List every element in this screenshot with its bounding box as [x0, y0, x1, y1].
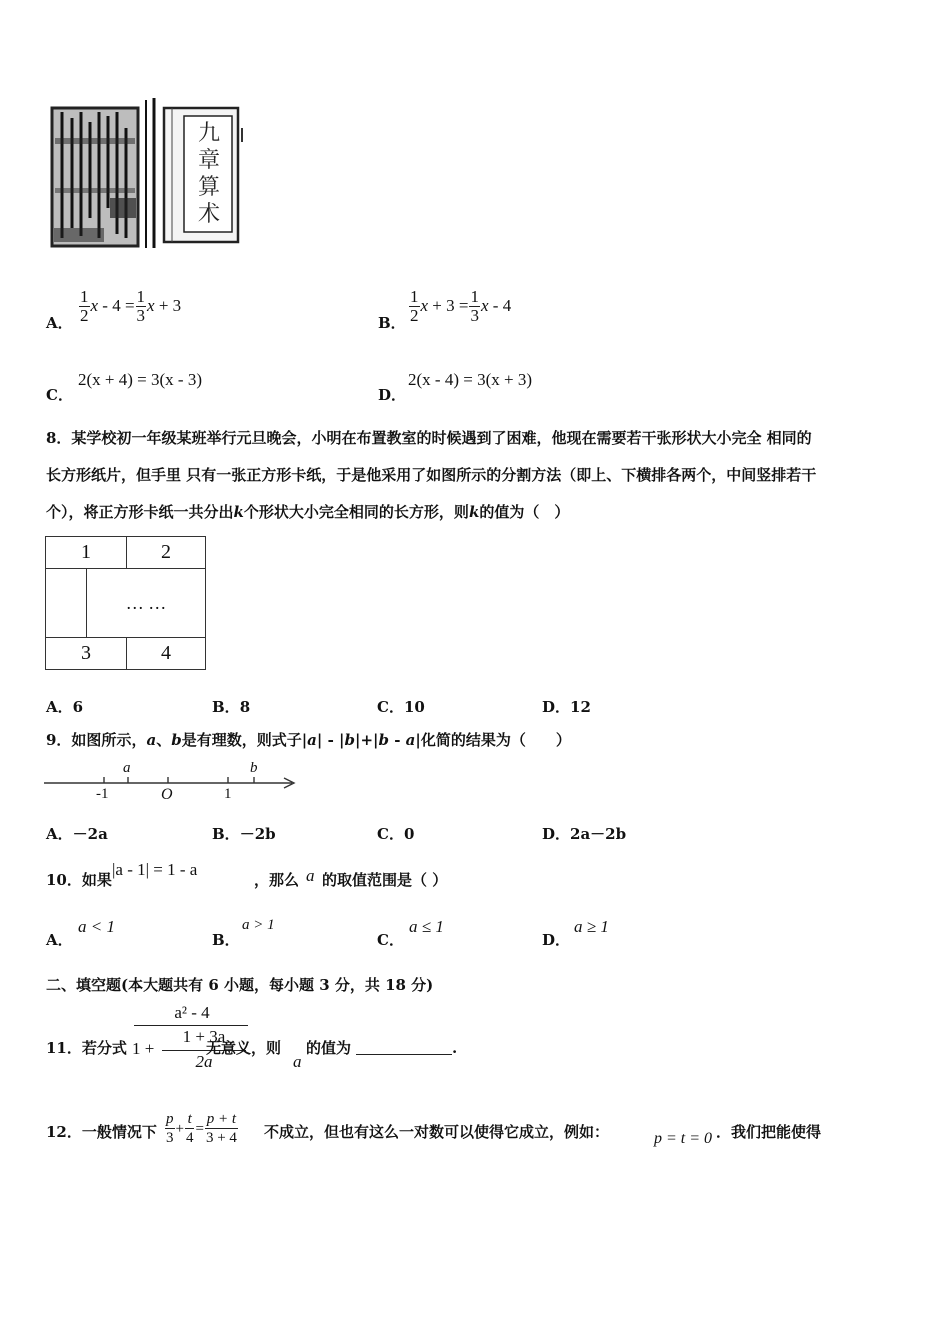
- q9-option-a[interactable]: A．－2a: [46, 825, 108, 843]
- q9-option-d[interactable]: D．2a－2b: [542, 825, 627, 843]
- rectangle-division-figure: [45, 536, 206, 670]
- question-11-text: 11．若分式 a² - 4 1 + 1 + 3a 2a 无意义，则 a 的值为 .: [46, 1002, 646, 1076]
- question-8-text: [46, 420, 916, 531]
- q8-line: 个），将正方形卡纸一共分出k个形状大小完全相同的长方形，则k的值为（ ）: [46, 503, 570, 521]
- point-label-a: a: [123, 760, 131, 776]
- book-image: [50, 98, 246, 250]
- q7-option-d[interactable]: [378, 368, 708, 402]
- q7-option-b[interactable]: [378, 288, 708, 332]
- option-expression: $\frac{1}{2}$ x + 3 = $\frac{1}{3}$ x - 4: [410, 287, 512, 325]
- figure-cell: … …: [125, 592, 167, 613]
- question-10-text: 10．如果 |a - 1| = 1 - a ，那么 a 的取值范围是（ ）: [46, 860, 448, 889]
- option-label: C．: [46, 386, 73, 404]
- book-title-char: 章: [197, 148, 220, 173]
- q8-option-d[interactable]: D．12: [542, 698, 591, 716]
- q9-options: [46, 823, 686, 845]
- q12-equation: $\frac{p}{3}$ + $\frac{t}{4}$ = $\frac{p + t}{3 + 4}$: [166, 1111, 237, 1146]
- figure-cell: 4: [127, 637, 205, 669]
- book-title-char: 算: [197, 175, 220, 200]
- q11-den-prefix: 1 +: [132, 1039, 155, 1058]
- section-heading: 二、填空题(本大题共有 6 小题，每小题 3 分，共 18 分): [46, 976, 434, 994]
- figure-cell: 3: [46, 637, 127, 669]
- q11-inner-denominator: 2a: [195, 1052, 213, 1071]
- tick-label: O: [161, 786, 173, 803]
- q10-option-c[interactable]: C． a ≤ 1: [377, 917, 444, 949]
- q9-option-c[interactable]: C．0: [377, 825, 415, 843]
- option-expression: 2(x + 4) = 3(x - 3): [78, 370, 202, 389]
- option-expression: $\frac{1}{2}$ x - 4 = $\frac{1}{3}$ x + 3: [80, 287, 182, 325]
- q10-option-a[interactable]: A． a < 1: [46, 917, 115, 949]
- q9-option-b[interactable]: B．－2b: [212, 825, 276, 843]
- tick-label: 1: [224, 786, 232, 802]
- book-title-char: 术: [197, 202, 220, 227]
- q7-option-c[interactable]: [46, 368, 376, 402]
- q11-answer-blank[interactable]: [356, 1030, 452, 1055]
- q10-expression: |a - 1| = 1 - a: [112, 860, 198, 879]
- q8-options: [46, 696, 686, 718]
- point-label-b: b: [250, 760, 258, 776]
- q8-line: 长方形纸片，但手里 只有一张正方形卡纸，于是他采用了如图所示的分割方法（即上、下横排各两个，中间竖排若干: [46, 466, 817, 484]
- figure-cell: 2: [127, 537, 205, 569]
- q8-option-b[interactable]: B．8: [212, 698, 251, 716]
- q8-line: 8．某学校初一年级某班举行元旦晚会，小明在布置教室的时候遇到了困难，他现在需要若干张形状大小完全 相同的: [46, 429, 812, 447]
- q10-options: [46, 915, 686, 949]
- book-title-char: 九: [197, 121, 220, 146]
- question-12-text: 12．一般情况下 $\frac{p}{3}$ + $\frac{t}{4}$ = $\frac{p + t}{3 + 4}$ 不成立，但也有这么一对数可以使得它成立，例如： p = t = 0 ．我们把能使得: [46, 1111, 822, 1147]
- option-label: B．: [378, 314, 406, 332]
- option-label: D．: [378, 386, 407, 404]
- option-label: A．: [46, 314, 73, 332]
- q11-numerator: a² - 4: [174, 1003, 210, 1022]
- option-expression: 2(x - 4) = 3(x + 3): [408, 370, 532, 389]
- q11-inner-numerator: 1 + 3a: [182, 1027, 226, 1046]
- q7-option-a[interactable]: [46, 288, 376, 332]
- q8-option-a[interactable]: A．6: [46, 698, 84, 716]
- q12-example: p = t = 0: [654, 1130, 713, 1147]
- figure-cell: 1: [46, 537, 127, 569]
- q10-option-b[interactable]: B． a > 1: [212, 917, 275, 949]
- q8-option-c[interactable]: C．10: [377, 698, 425, 716]
- number-line: [44, 760, 300, 806]
- q10-option-d[interactable]: D． a ≥ 1: [542, 917, 609, 949]
- question-9-text: 9．如图所示，a、b是有理数，则式子|a| - |b|+|b - a|化简的结果为（ ）: [46, 731, 571, 749]
- tick-label: -1: [96, 786, 109, 802]
- figure-cell: [46, 569, 87, 637]
